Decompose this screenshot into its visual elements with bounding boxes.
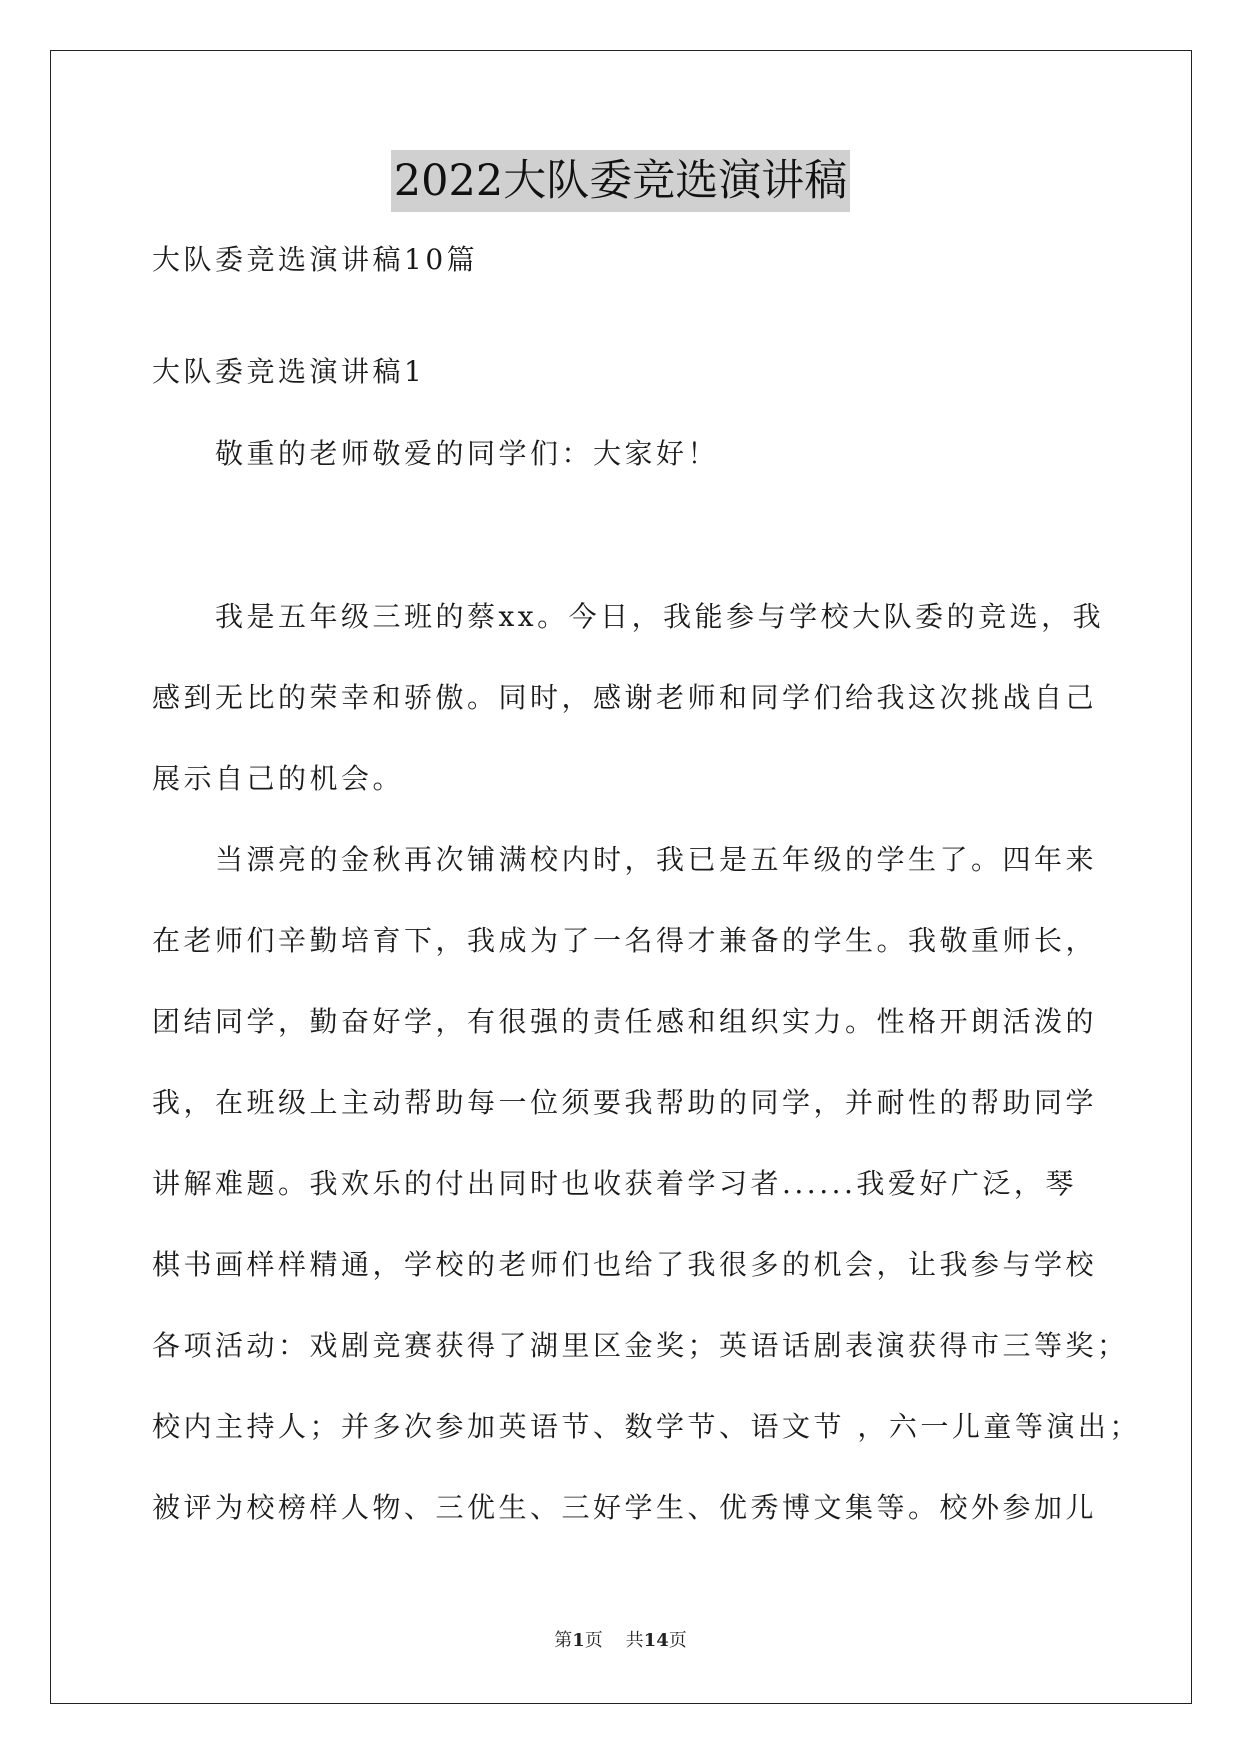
- document-title: 2022大队委竞选演讲稿: [391, 150, 850, 212]
- total-suffix: 页: [668, 1630, 687, 1651]
- page-footer: [0, 1628, 1241, 1654]
- paragraph-line: 感到无比的荣幸和骄傲。同时，感谢老师和同学们给我这次挑战自己: [152, 681, 1098, 714]
- paragraph-line: 棋书画样样精通，学校的老师们也给了我很多的机会，让我参与学校: [152, 1248, 1098, 1281]
- paragraph-line: 在老师们辛勤培育下，我成为了一名得才兼备的学生。我敬重师长，: [152, 924, 1098, 957]
- page-prefix: 第: [554, 1630, 573, 1651]
- paragraph-line: 各项活动：戏剧竞赛获得了湖里区金奖；英语话剧表演获得市三等奖；: [152, 1329, 1129, 1362]
- page-total: 14: [643, 1630, 669, 1651]
- page-current: 1: [572, 1630, 585, 1651]
- paragraph-line: 我，在班级上主动帮助每一位须要我帮助的同学，并耐性的帮助同学: [152, 1086, 1098, 1119]
- salutation: 敬重的老师敬爱的同学们：大家好！: [215, 437, 720, 470]
- paragraph-line: 当漂亮的金秋再次铺满校内时，我已是五年级的学生了。四年来: [215, 843, 1098, 876]
- page-suffix: 页: [584, 1630, 603, 1651]
- paragraph-line: 讲解难题。我欢乐的付出同时也收获着学习者......我爱好广泛，琴: [152, 1167, 1077, 1200]
- paragraph-line: 校内主持人；并多次参加英语节、数学节、语文节 ，六一儿童等演出；: [152, 1410, 1141, 1443]
- subtitle: 大队委竞选演讲稿10篇: [152, 243, 479, 276]
- total-prefix: 共: [625, 1630, 644, 1651]
- paragraph-line: 展示自己的机会。: [152, 762, 405, 795]
- title-container: [0, 150, 1241, 212]
- paragraph-line: 我是五年级三班的蔡xx。今日，我能参与学校大队委的竞选，我: [215, 600, 1105, 633]
- paragraph-line: 被评为校榜样人物、三优生、三好学生、优秀博文集等。校外参加儿: [152, 1491, 1098, 1524]
- paragraph-line: 团结同学，勤奋好学，有很强的责任感和组织实力。性格开朗活泼的: [152, 1005, 1098, 1038]
- section-heading: 大队委竞选演讲稿1: [152, 355, 426, 388]
